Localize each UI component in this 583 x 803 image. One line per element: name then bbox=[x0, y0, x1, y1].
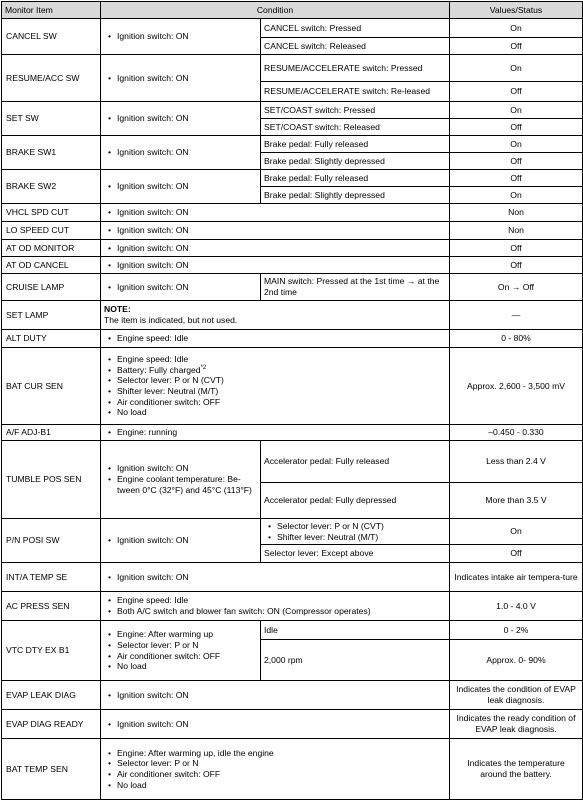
condition-text: Air conditioner switch: OFF bbox=[117, 769, 221, 779]
table-row bbox=[2, 55, 583, 82]
condition-text: Selector lever: P or N bbox=[117, 639, 199, 650]
condition-text: Ignition switch: ON bbox=[117, 689, 189, 700]
condition-list-item bbox=[104, 73, 257, 84]
table-header-row bbox=[2, 2, 583, 19]
condition-list-item bbox=[104, 719, 446, 730]
header-values-status: Values/Status bbox=[450, 2, 583, 19]
condition-cell bbox=[101, 348, 450, 425]
sub-condition: SET/COAST switch: Released bbox=[261, 119, 450, 136]
note-text: The item is indicated, but not used. bbox=[104, 315, 238, 325]
monitor-item: CRUISE LAMP bbox=[2, 274, 101, 301]
table-row bbox=[2, 136, 583, 153]
sub-condition: Brake pedal: Fully released bbox=[261, 136, 450, 153]
value-status: Off bbox=[450, 82, 583, 102]
condition-text: Engine: running bbox=[117, 427, 178, 438]
monitor-item: AT OD MONITOR bbox=[2, 240, 101, 257]
condition-text: Ignition switch: ON bbox=[117, 463, 189, 474]
condition-list bbox=[104, 535, 257, 546]
condition-cell bbox=[101, 222, 450, 240]
table-row bbox=[2, 441, 583, 483]
condition-text: Engine speed: Idle bbox=[117, 333, 189, 344]
monitor-item: SET SW bbox=[2, 102, 101, 136]
condition-cell bbox=[101, 425, 450, 441]
table-row bbox=[2, 19, 583, 38]
condition-text: Ignition switch: ON bbox=[117, 281, 189, 292]
condition-cell bbox=[101, 441, 261, 519]
condition-cell bbox=[101, 204, 450, 222]
condition-cell bbox=[101, 621, 261, 681]
condition-list-item bbox=[104, 690, 446, 701]
value-status: Off bbox=[450, 38, 583, 55]
condition-list-item bbox=[104, 207, 446, 218]
sub-condition: RESUME/ACCELERATE switch: Re-leased bbox=[261, 82, 450, 102]
table-body bbox=[2, 19, 583, 800]
condition-text: Ignition switch: ON bbox=[117, 113, 189, 124]
table-row bbox=[2, 222, 583, 240]
condition-text: No load bbox=[117, 779, 147, 790]
condition-list bbox=[104, 595, 446, 616]
table-row bbox=[2, 330, 583, 348]
condition-list-item bbox=[104, 386, 446, 397]
value-status: — bbox=[450, 301, 583, 330]
condition-cell bbox=[101, 739, 450, 800]
sub-condition: 2,000 rpm bbox=[261, 640, 450, 681]
value-status: Off bbox=[450, 257, 583, 274]
condition-list-item bbox=[264, 521, 446, 532]
condition-list-item bbox=[104, 780, 446, 791]
value-status: Off bbox=[450, 545, 583, 563]
condition-list bbox=[104, 225, 446, 236]
table-row bbox=[2, 257, 583, 274]
condition-list-item bbox=[104, 113, 257, 124]
value-status: Indicates intake air tempera-ture bbox=[450, 563, 583, 592]
condition-text: Ignition switch: ON bbox=[117, 242, 189, 253]
sub-condition: CANCEL switch: Released bbox=[261, 38, 450, 55]
note-title: NOTE: bbox=[104, 304, 131, 315]
value-status: Off bbox=[450, 240, 583, 257]
condition-text: Ignition switch: ON bbox=[117, 147, 189, 158]
condition-list-item bbox=[104, 407, 446, 418]
table-row bbox=[2, 592, 583, 621]
value-status: On bbox=[450, 519, 583, 545]
table-row bbox=[2, 301, 583, 330]
condition-list bbox=[104, 282, 257, 293]
condition-cell bbox=[101, 55, 261, 102]
value-status: On bbox=[450, 136, 583, 153]
condition-list bbox=[104, 147, 257, 158]
condition-list-item bbox=[104, 640, 257, 651]
value-status: More than 3.5 V bbox=[450, 483, 583, 519]
condition-list-item bbox=[104, 147, 257, 158]
condition-text: Selector lever: P or N (CVT) bbox=[277, 520, 384, 531]
value-status: –0.450 - 0.330 bbox=[450, 425, 583, 441]
condition-text: Ignition switch: ON bbox=[117, 718, 189, 729]
value-status: On bbox=[450, 19, 583, 38]
condition-text: Selector lever: P or N (CVT) bbox=[117, 375, 224, 386]
sub-condition bbox=[261, 519, 450, 545]
condition-text: Ignition switch: ON bbox=[117, 535, 189, 546]
condition-list-item bbox=[104, 535, 257, 546]
condition-list-item bbox=[104, 181, 257, 192]
condition-list bbox=[104, 113, 257, 124]
sub-condition: Idle bbox=[261, 621, 450, 640]
condition-list-item bbox=[104, 375, 446, 386]
condition-list-item bbox=[104, 397, 446, 408]
monitor-item: ALT DUTY bbox=[2, 330, 101, 348]
condition-list-item bbox=[104, 260, 446, 271]
condition-list-item bbox=[104, 225, 446, 236]
value-status: Approx. 0- 90% bbox=[450, 640, 583, 681]
value-status: Indicates the temperature around the battery. bbox=[450, 739, 583, 800]
condition-text: No load bbox=[117, 407, 147, 418]
condition-list bbox=[104, 243, 446, 254]
monitor-item: RESUME/ACC SW bbox=[2, 55, 101, 102]
monitor-item: BRAKE SW2 bbox=[2, 170, 101, 204]
condition-text: Ignition switch: ON bbox=[117, 72, 189, 83]
condition-text: Ignition switch: ON bbox=[117, 181, 189, 192]
condition-list bbox=[104, 629, 257, 672]
condition-cell bbox=[101, 710, 450, 739]
value-status: On bbox=[450, 102, 583, 119]
condition-cell bbox=[101, 519, 261, 563]
monitor-item: VHCL SPD CUT bbox=[2, 204, 101, 222]
condition-list-item bbox=[104, 661, 257, 672]
condition-list bbox=[104, 260, 446, 271]
condition-text: No load bbox=[117, 661, 147, 672]
condition-list bbox=[104, 333, 446, 344]
condition-list bbox=[104, 427, 446, 438]
condition-cell bbox=[101, 330, 450, 348]
value-status: Off bbox=[450, 119, 583, 136]
value-status: 0 - 80% bbox=[450, 330, 583, 348]
condition-list-item bbox=[104, 572, 446, 583]
condition-text: Selector lever: P or N bbox=[117, 758, 199, 769]
table-row bbox=[2, 240, 583, 257]
condition-text: Both A/C switch and blower fan switch: ON (Compressor operates) bbox=[117, 606, 371, 616]
sub-condition: Selector lever: Except above bbox=[261, 545, 450, 563]
value-status: 1.0 - 4.0 V bbox=[450, 592, 583, 621]
condition-list bbox=[104, 572, 446, 583]
condition-cell bbox=[101, 170, 261, 204]
condition-list-item bbox=[104, 463, 257, 474]
monitor-item: INT/A TEMP SE bbox=[2, 563, 101, 592]
header-condition: Condition bbox=[101, 2, 450, 19]
sub-condition: SET/COAST switch: Pressed bbox=[261, 102, 450, 119]
value-status: Off bbox=[450, 170, 583, 187]
condition-text: Ignition switch: ON bbox=[117, 207, 189, 218]
condition-list bbox=[264, 521, 446, 542]
condition-list-item bbox=[104, 365, 446, 376]
condition-text: Ignition switch: ON bbox=[117, 259, 189, 270]
condition-list bbox=[104, 748, 446, 791]
condition-list bbox=[104, 73, 257, 84]
value-status: Less than 2.4 V bbox=[450, 441, 583, 483]
table-row bbox=[2, 274, 583, 301]
sub-condition: Brake pedal: Slightly depressed bbox=[261, 153, 450, 170]
monitor-item: AT OD CANCEL bbox=[2, 257, 101, 274]
value-status: On → Off bbox=[450, 274, 583, 301]
condition-text: Shifter lever: Neutral (M/T) bbox=[117, 386, 219, 396]
condition-list-item bbox=[104, 243, 446, 254]
condition-text: Engine speed: Idle bbox=[117, 353, 189, 364]
value-status: On bbox=[450, 55, 583, 82]
condition-list bbox=[104, 354, 446, 418]
condition-text: Air conditioner switch: OFF bbox=[117, 650, 221, 661]
table-row bbox=[2, 681, 583, 710]
monitor-item: EVAP LEAK DIAG bbox=[2, 681, 101, 710]
condition-list-item bbox=[104, 758, 446, 769]
condition-text: Shifter lever: Neutral (M/T) bbox=[277, 531, 379, 542]
condition-text: Ignition switch: ON bbox=[117, 31, 189, 42]
header-monitor-item: Monitor Item bbox=[2, 2, 101, 19]
value-status: Indicates the condition of EVAP leak diagnosis. bbox=[450, 681, 583, 710]
condition-list-item bbox=[104, 651, 257, 662]
condition-list-item bbox=[104, 333, 446, 344]
monitor-item: BRAKE SW1 bbox=[2, 136, 101, 170]
value-status: Indicates the ready condition of EVAP leak diagnosis. bbox=[450, 710, 583, 739]
condition-text: Engine: After warming up, idle the engine bbox=[117, 747, 274, 758]
value-status: Non bbox=[450, 204, 583, 222]
condition-list bbox=[104, 181, 257, 192]
monitor-item-table bbox=[1, 1, 583, 800]
condition-list bbox=[104, 719, 446, 730]
condition-list-item bbox=[104, 595, 446, 606]
sub-condition: RESUME/ACCELERATE switch: Pressed bbox=[261, 55, 450, 82]
monitor-item: P/N POSI SW bbox=[2, 519, 101, 563]
monitor-item: EVAP DIAG READY bbox=[2, 710, 101, 739]
condition-list bbox=[104, 690, 446, 701]
value-status: 0 - 2% bbox=[450, 621, 583, 640]
sub-condition: MAIN switch: Pressed at the 1st time → at the 2nd time bbox=[261, 274, 450, 301]
condition-text: Ignition switch: ON bbox=[117, 225, 189, 236]
condition-cell bbox=[101, 301, 450, 330]
footnote-marker: *2 bbox=[200, 364, 207, 371]
table-row bbox=[2, 170, 583, 187]
value-status: Off bbox=[450, 153, 583, 170]
monitor-item: CANCEL SW bbox=[2, 19, 101, 55]
value-status: Approx. 2,600 - 3,500 mV bbox=[450, 348, 583, 425]
condition-list bbox=[104, 31, 257, 42]
table-row bbox=[2, 621, 583, 640]
condition-cell bbox=[101, 681, 450, 710]
sub-condition: Accelerator pedal: Fully released bbox=[261, 441, 450, 483]
condition-cell bbox=[101, 19, 261, 55]
condition-list-item bbox=[104, 282, 257, 293]
condition-list bbox=[104, 207, 446, 218]
monitor-item: BAT TEMP SEN bbox=[2, 739, 101, 800]
condition-list bbox=[104, 463, 257, 495]
condition-list-item bbox=[104, 748, 446, 759]
condition-cell bbox=[101, 563, 450, 592]
condition-list-item bbox=[104, 769, 446, 780]
condition-list-item bbox=[104, 606, 446, 617]
table-row bbox=[2, 204, 583, 222]
condition-cell bbox=[101, 274, 261, 301]
condition-text: Engine speed: Idle bbox=[117, 595, 189, 606]
sub-condition: Accelerator pedal: Fully depressed bbox=[261, 483, 450, 519]
table-row bbox=[2, 425, 583, 441]
sub-condition: Brake pedal: Slightly depressed bbox=[261, 187, 450, 204]
condition-list-item bbox=[104, 629, 257, 640]
condition-list-item bbox=[104, 474, 257, 495]
monitor-item: TUMBLE POS SEN bbox=[2, 441, 101, 519]
condition-list-item bbox=[104, 427, 446, 438]
table-row bbox=[2, 710, 583, 739]
value-status: On bbox=[450, 187, 583, 204]
condition-cell bbox=[101, 592, 450, 621]
condition-cell bbox=[101, 257, 450, 274]
monitor-item: VTC DTY EX B1 bbox=[2, 621, 101, 681]
table-row bbox=[2, 563, 583, 592]
condition-cell bbox=[101, 102, 261, 136]
condition-cell bbox=[101, 240, 450, 257]
table-row bbox=[2, 739, 583, 800]
condition-text: Air conditioner switch: OFF bbox=[117, 396, 221, 407]
condition-text: Engine coolant temperature: Be-tween 0°C (32°F) and 45°C (113°F) bbox=[117, 474, 252, 495]
monitor-item: LO SPEED CUT bbox=[2, 222, 101, 240]
monitor-item: BAT CUR SEN bbox=[2, 348, 101, 425]
table-row bbox=[2, 519, 583, 545]
condition-list-item bbox=[104, 31, 257, 42]
monitor-item: AC PRESS SEN bbox=[2, 592, 101, 621]
value-status: Non bbox=[450, 222, 583, 240]
condition-list-item bbox=[264, 532, 446, 543]
condition-text: Battery: Fully charged bbox=[117, 364, 201, 375]
condition-text: Ignition switch: ON bbox=[117, 571, 189, 582]
table-row bbox=[2, 102, 583, 119]
condition-list-item bbox=[104, 354, 446, 365]
condition-text: Engine: After warming up bbox=[117, 629, 214, 640]
monitor-item: A/F ADJ-B1 bbox=[2, 425, 101, 441]
monitor-item: SET LAMP bbox=[2, 301, 101, 330]
sub-condition: CANCEL switch: Pressed bbox=[261, 19, 450, 38]
table-row bbox=[2, 348, 583, 425]
sub-condition: Brake pedal: Fully released bbox=[261, 170, 450, 187]
condition-cell bbox=[101, 136, 261, 170]
